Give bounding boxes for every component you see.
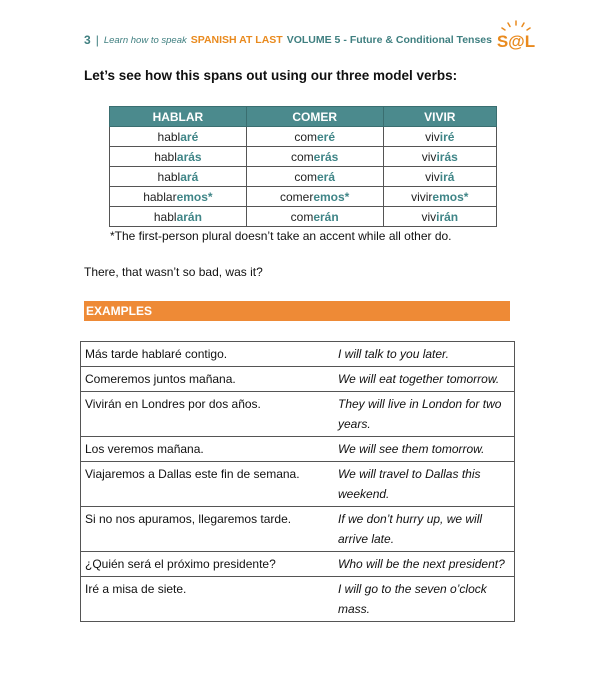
verb-stem: com: [290, 149, 314, 164]
example-spanish: Vivirán en Londres por dos años.: [81, 392, 333, 437]
verb-ending: emos*: [313, 189, 350, 204]
verb-stem: viv: [425, 129, 440, 144]
example-spanish: Los veremos mañana.: [81, 437, 333, 462]
verb-cell: [110, 207, 247, 227]
verb-ending: emos*: [432, 189, 469, 204]
verb-cell: [383, 147, 496, 167]
header-separator: |: [95, 33, 99, 47]
remark-text: There, that wasn’t so bad, was it?: [84, 265, 263, 279]
example-row: [81, 462, 515, 507]
verb-ending: irás: [436, 149, 458, 164]
verb-ending: erán: [313, 209, 339, 224]
verb-stem: com: [294, 169, 317, 184]
verb-header-hablar: HABLAR: [110, 107, 247, 127]
examples-table: [80, 341, 515, 622]
verb-stem: habl: [153, 209, 177, 224]
verb-ending: iré: [439, 129, 455, 144]
example-english: If we don’t hurry up, we will arrive late.: [332, 507, 515, 552]
example-english: Who will be the next president?: [332, 552, 515, 577]
example-spanish: Si no nos apuramos, llegaremos tarde.: [81, 507, 333, 552]
verb-cell: [246, 207, 383, 227]
verb-stem: habl: [157, 169, 181, 184]
verb-stem: hablar: [143, 189, 177, 204]
logo-text: S@L: [496, 32, 536, 51]
verb-cell: [383, 167, 496, 187]
verb-cell: [246, 187, 383, 207]
verb-stem: com: [290, 209, 314, 224]
verb-table-row: [110, 207, 497, 227]
verb-ending: irán: [436, 209, 459, 224]
verb-table-row: [110, 187, 497, 207]
example-row: [81, 392, 515, 437]
verb-stem: com: [294, 129, 317, 144]
verb-ending: aré: [180, 129, 199, 144]
example-english: We will travel to Dallas this weekend.: [332, 462, 515, 507]
header-volume: VOLUME 5: [286, 34, 341, 46]
verb-ending: arás: [176, 149, 202, 164]
example-english: We will see them tomorrow.: [332, 437, 515, 462]
example-row: [81, 507, 515, 552]
verb-table-row: [110, 147, 497, 167]
example-spanish: Viajaremos a Dallas este fin de semana.: [81, 462, 333, 507]
verb-cell: [246, 127, 383, 147]
page-number: 3: [84, 33, 91, 47]
example-spanish: Comeremos juntos mañana.: [81, 367, 333, 392]
verb-stem: vivir: [411, 189, 433, 204]
sal-sun-logo-icon: [496, 20, 536, 52]
example-spanish: ¿Quién será el próximo presidente?: [81, 552, 333, 577]
verb-ending: irá: [439, 169, 455, 184]
verb-cell: [110, 127, 247, 147]
verb-cell: [246, 147, 383, 167]
example-row: [81, 577, 515, 622]
example-row: [81, 437, 515, 462]
verb-table-row: [110, 167, 497, 187]
verb-stem: viv: [421, 209, 437, 224]
verb-ending: arán: [176, 209, 202, 224]
verb-cell: [383, 207, 496, 227]
verb-table-row: [110, 127, 497, 147]
verb-ending: emos*: [176, 189, 213, 204]
verb-header-vivir: VIVIR: [383, 107, 496, 127]
verb-cell: [110, 187, 247, 207]
example-english: I will talk to you later.: [332, 342, 515, 367]
examples-heading: EXAMPLES: [84, 301, 510, 321]
verb-cell: [110, 167, 247, 187]
verb-ending: erá: [317, 169, 336, 184]
verb-stem: comer: [279, 189, 314, 204]
example-row: [81, 552, 515, 577]
verb-cell: [383, 127, 496, 147]
verb-ending: eré: [317, 129, 336, 144]
verb-stem: viv: [425, 169, 440, 184]
verb-stem: viv: [421, 149, 437, 164]
example-english: We will eat together tomorrow.: [332, 367, 515, 392]
page-header: [84, 29, 536, 51]
verb-cell: [246, 167, 383, 187]
verb-ending: erás: [313, 149, 339, 164]
intro-heading: Let’s see how this spans out using our three model verbs:: [84, 68, 458, 83]
verb-stem: habl: [154, 149, 177, 164]
example-english: I will go to the seven o’clock mass.: [332, 577, 515, 622]
verb-stem: habl: [157, 129, 181, 144]
verb-ending: ará: [180, 169, 199, 184]
example-row: [81, 342, 515, 367]
example-row: [81, 367, 515, 392]
verb-conjugation-table: [109, 106, 497, 227]
accent-footnote: *The first-person plural doesn’t take an accent while all other do.: [110, 229, 452, 243]
example-spanish: Iré a misa de siete.: [81, 577, 333, 622]
verb-header-comer: COMER: [246, 107, 383, 127]
header-brand: SPANISH AT LAST: [190, 34, 283, 46]
example-spanish: Más tarde hablaré contigo.: [81, 342, 333, 367]
example-english: They will live in London for two years.: [332, 392, 515, 437]
verb-cell: [383, 187, 496, 207]
verb-table-header-row: [110, 107, 497, 127]
header-learn-text: Learn how to speak: [103, 34, 187, 46]
header-subtitle: - Future & Conditional Tenses: [343, 34, 492, 46]
verb-cell: [110, 147, 247, 167]
